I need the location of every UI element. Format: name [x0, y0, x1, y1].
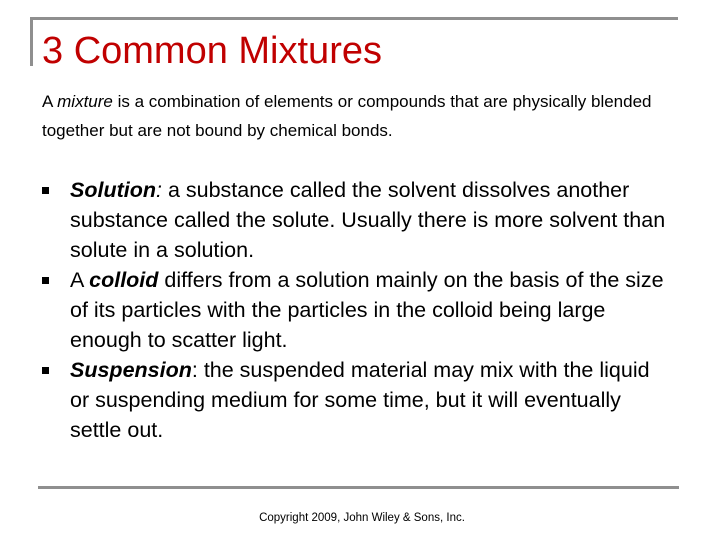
square-bullet-icon — [42, 277, 49, 284]
square-bullet-icon — [42, 187, 49, 194]
bullet-text: the suspended material may mix with the liquid or suspending medium for some time, but it will eventually settle out. — [70, 358, 650, 442]
bullet-list — [42, 175, 672, 445]
bullet-colon: : — [155, 178, 162, 202]
bullet-item-suspension — [42, 355, 672, 445]
copyright-text: Copyright 2009, John Wiley & Sons, Inc. — [259, 512, 465, 524]
title-frame-vertical-rule — [30, 17, 33, 66]
title-frame-horizontal-rule — [30, 17, 678, 20]
intro-text-before: A — [42, 92, 58, 111]
bullet-text: a substance called the solvent dissolves another substance called the solute. Usually there is more solvent than solute in a solution. — [70, 178, 666, 262]
footer — [0, 511, 720, 525]
bullet-term-suspension: Suspension — [70, 358, 192, 382]
footer-rule — [38, 486, 679, 489]
bullet-term-solution: Solution — [70, 178, 156, 202]
intro-text-after: is a combination of elements or compounds that are physically blended together but are not bound by chemical bonds. — [42, 92, 652, 140]
slide-title: 3 Common Mixtures — [42, 30, 382, 72]
intro-paragraph — [42, 87, 682, 145]
bullet-item-colloid — [42, 265, 672, 355]
square-bullet-icon — [42, 367, 49, 374]
intro-term-mixture: mixture — [57, 92, 113, 111]
bullet-colon: : — [191, 358, 198, 382]
bullet-term-colloid: colloid — [89, 268, 159, 292]
bullet-prefix: A — [70, 268, 90, 292]
bullet-item-solution — [42, 175, 672, 265]
bullet-text: differs from a solution mainly on the basis of the size of its particles with the particles in the colloid being large enough to scatter light. — [70, 268, 664, 352]
